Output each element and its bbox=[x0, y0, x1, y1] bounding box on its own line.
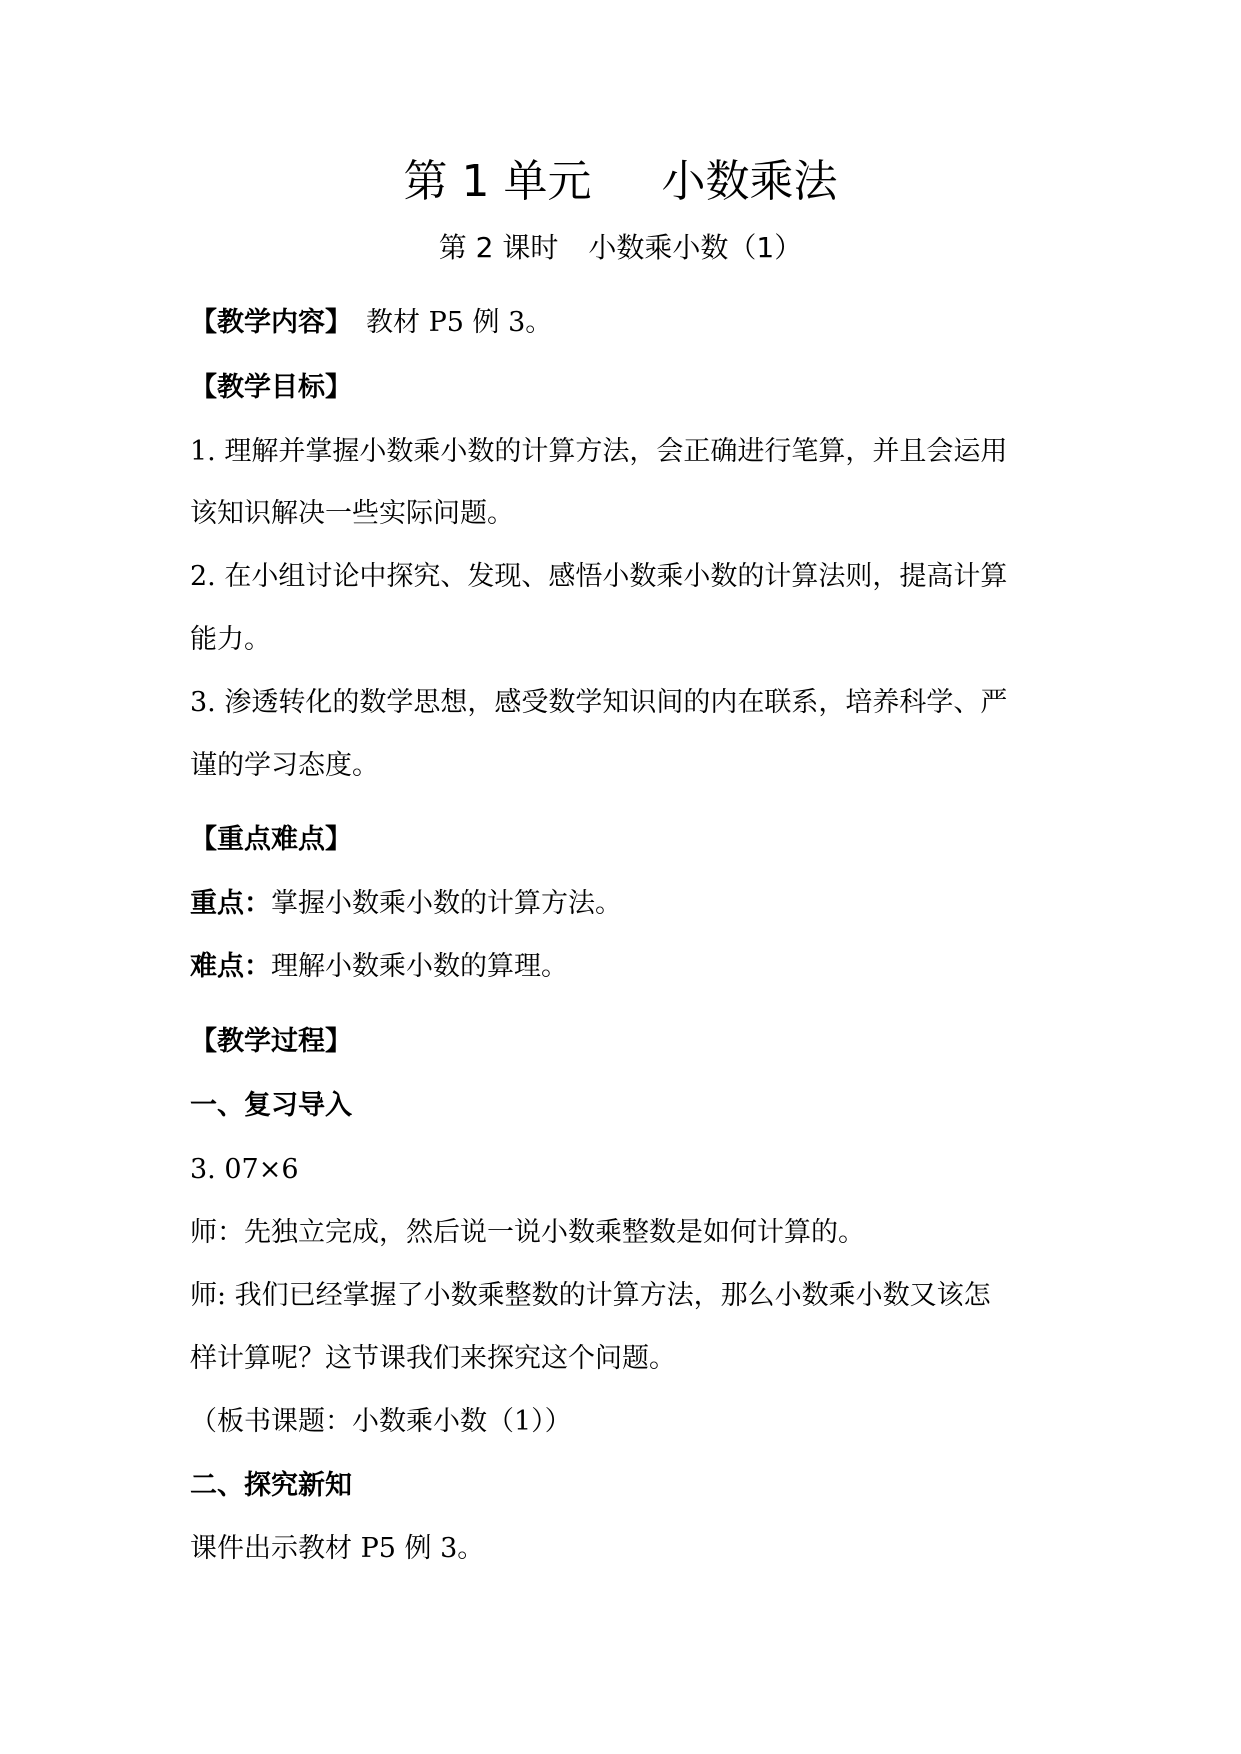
goal-line: 能力。 bbox=[190, 624, 271, 655]
goal-line: 3. 渗透转化的数学思想，感受数学知识间的内在联系，培养科学、严 bbox=[190, 687, 1008, 718]
teaching-process-label: 【教学过程】 bbox=[190, 1026, 352, 1057]
key-point-label: 重点： bbox=[190, 888, 271, 919]
process-line: 课件出示教材 P5 例 3。 bbox=[190, 1533, 485, 1564]
process-line: 师: 我们已经掌握了小数乘整数的计算方法，那么小数乘小数又该怎 bbox=[190, 1280, 991, 1311]
teaching-content-text: 教材 P5 例 3。 bbox=[366, 307, 553, 338]
unit-number: 第 1 单元 bbox=[403, 156, 592, 207]
lesson-subtitle bbox=[0, 228, 1241, 268]
teaching-goals-label: 【教学目标】 bbox=[190, 372, 352, 403]
section-heading-review: 一、复习导入 bbox=[190, 1090, 352, 1121]
unit-title bbox=[0, 150, 1241, 214]
difficulty-point-label: 难点： bbox=[190, 951, 271, 982]
goal-line: 该知识解决一些实际问题。 bbox=[190, 498, 514, 529]
teaching-content-label: 【教学内容】 bbox=[190, 307, 352, 338]
lesson-number: 第 2 课时 bbox=[438, 231, 559, 264]
lesson-name: 小数乘小数（1） bbox=[588, 231, 803, 264]
difficulty-point-text: 理解小数乘小数的算理。 bbox=[271, 951, 568, 982]
process-line: 3. 07×6 bbox=[190, 1154, 299, 1185]
goal-line: 2. 在小组讨论中探究、发现、感悟小数乘小数的计算法则，提高计算 bbox=[190, 561, 1008, 592]
key-point bbox=[190, 886, 622, 922]
key-point-text: 掌握小数乘小数的计算方法。 bbox=[271, 888, 622, 919]
unit-name: 小数乘法 bbox=[661, 156, 838, 207]
teaching-content bbox=[190, 305, 552, 341]
difficulty-point bbox=[190, 949, 568, 985]
key-points-label: 【重点难点】 bbox=[190, 824, 352, 855]
goal-line: 1. 理解并掌握小数乘小数的计算方法，会正确进行笔算，并且会运用 bbox=[190, 436, 1008, 467]
process-line: （板书课题：小数乘小数（1）） bbox=[190, 1406, 572, 1437]
process-line: 师：先独立完成，然后说一说小数乘整数是如何计算的。 bbox=[190, 1217, 865, 1248]
goal-line: 谨的学习态度。 bbox=[190, 750, 379, 781]
section-heading-explore: 二、探究新知 bbox=[190, 1470, 352, 1501]
process-line: 样计算呢？这节课我们来探究这个问题。 bbox=[190, 1343, 676, 1374]
